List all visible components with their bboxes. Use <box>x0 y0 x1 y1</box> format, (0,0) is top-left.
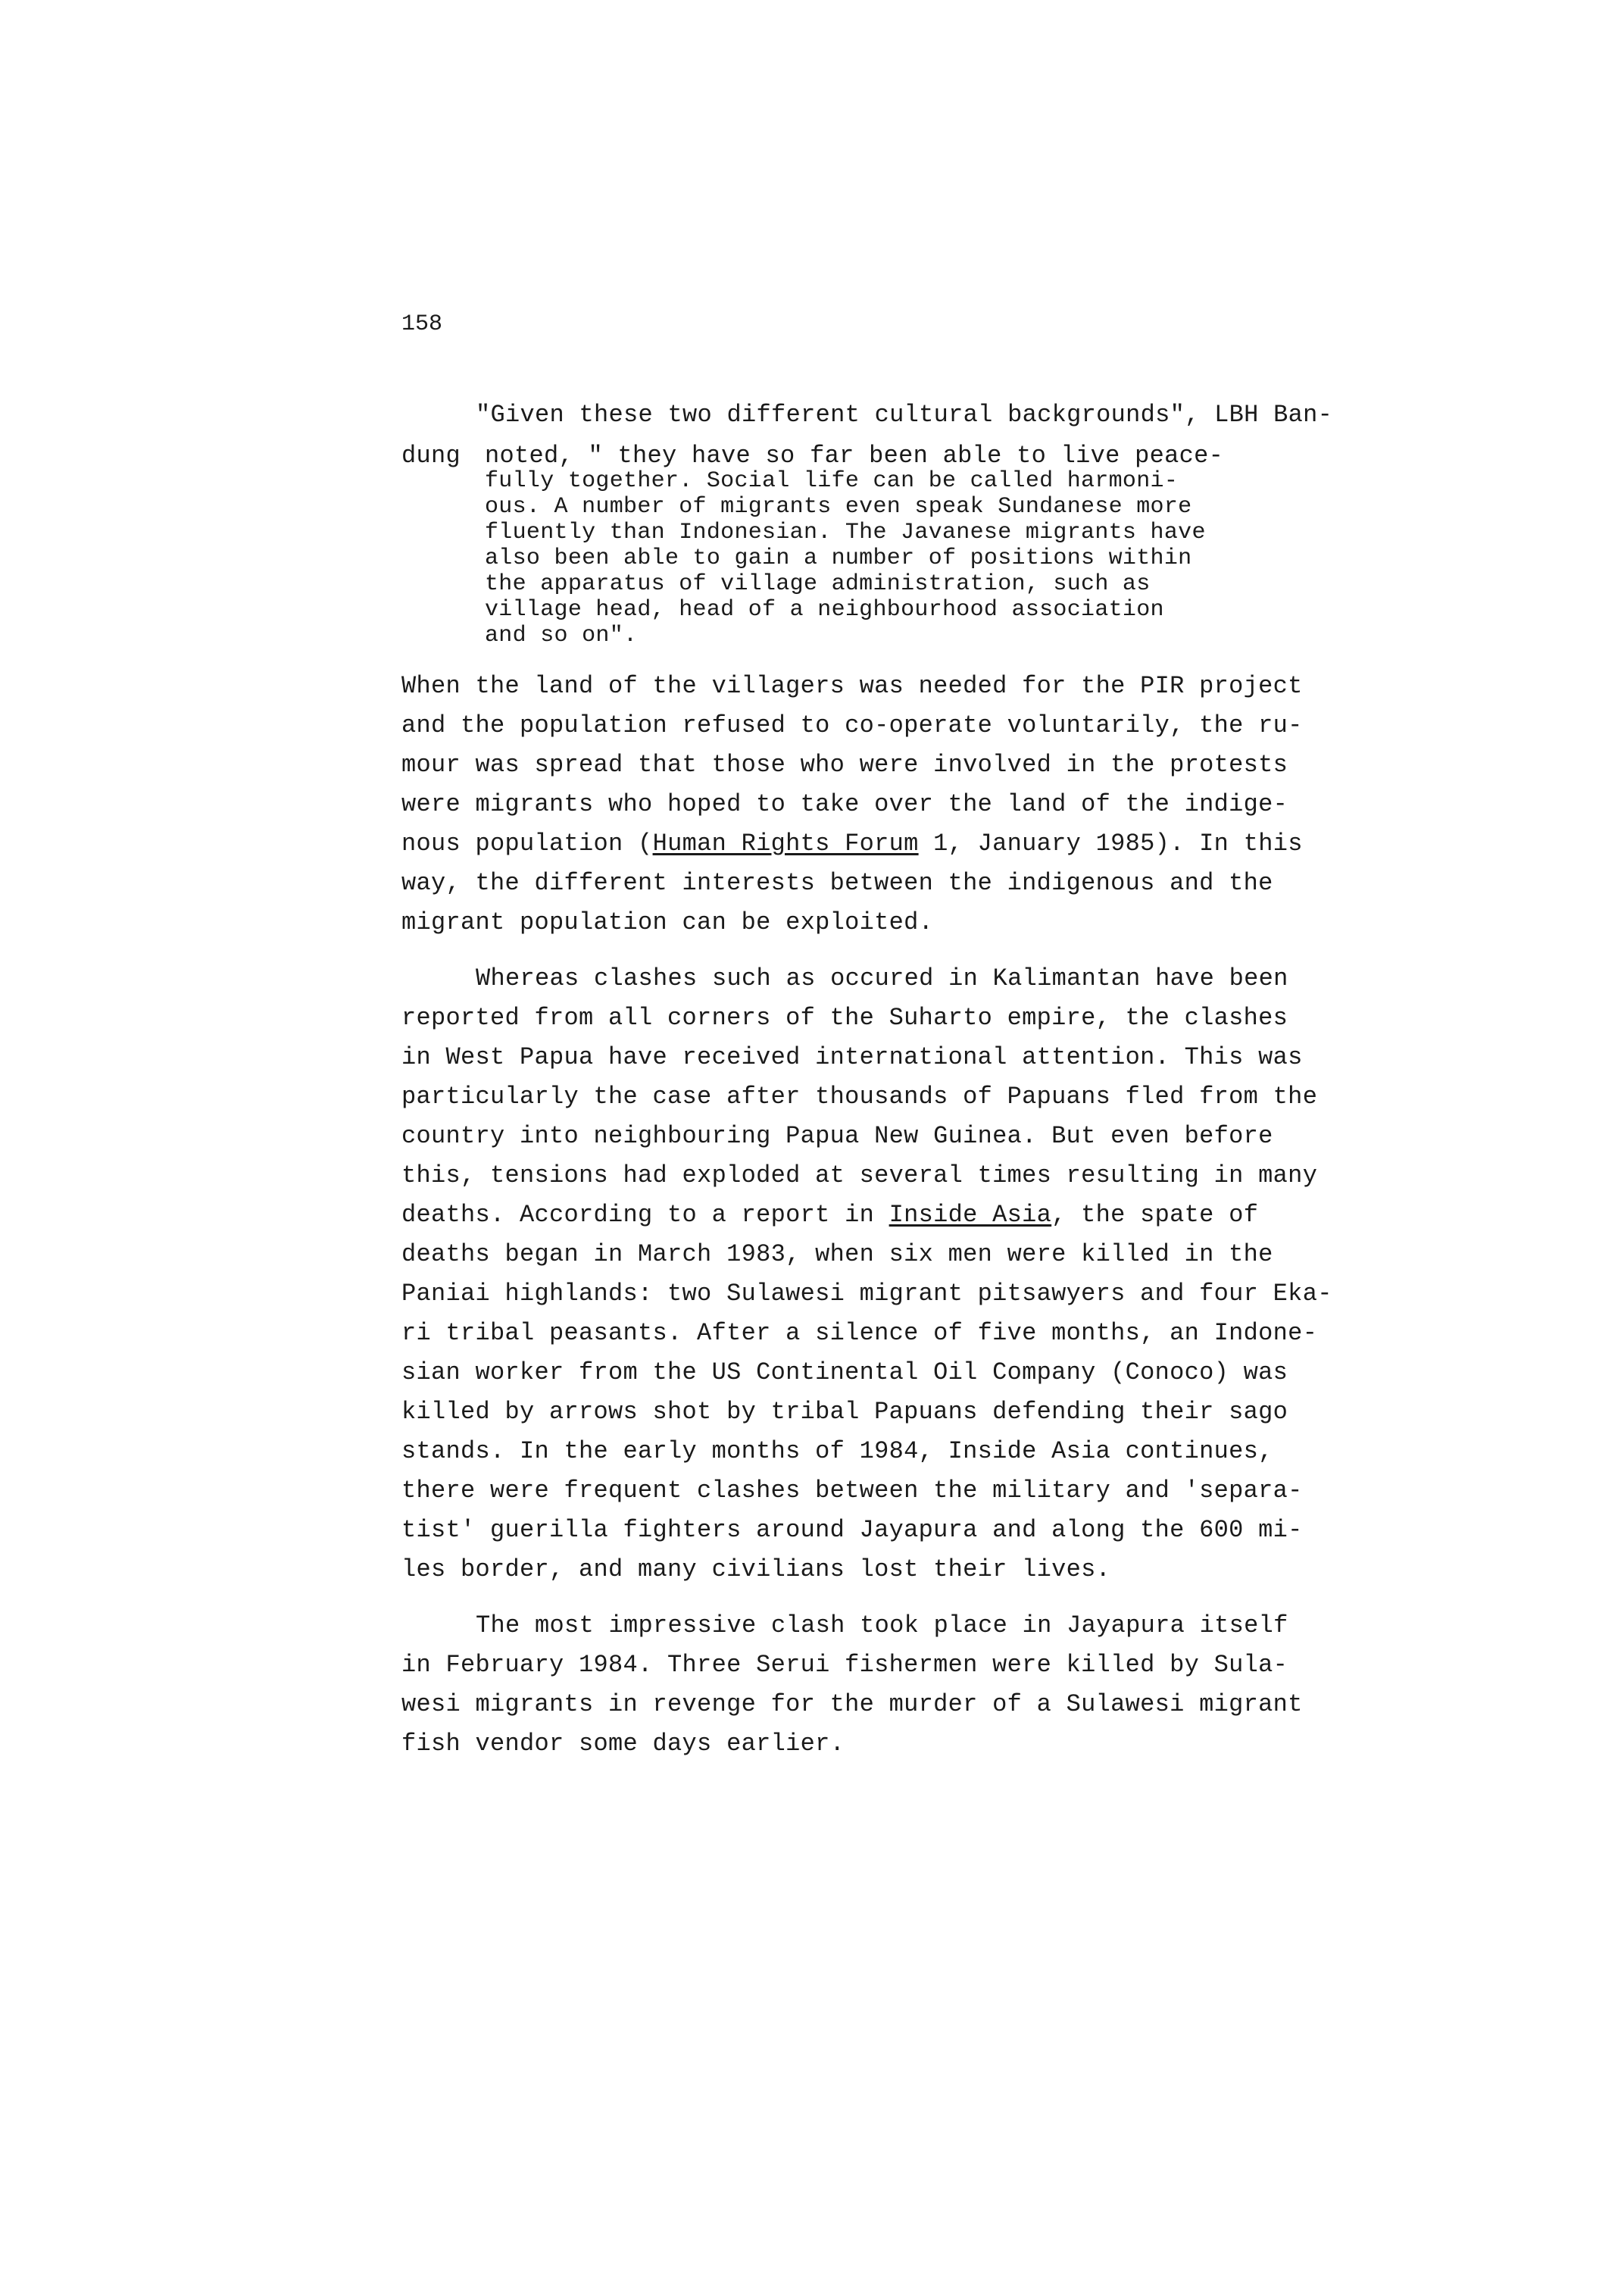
text-span: 1, January 1985). In this <box>918 830 1303 858</box>
text-line: way, the different interests between the indigenous and the <box>401 869 1273 897</box>
quote-line: and so on". <box>485 623 638 649</box>
cited-title: Human Rights Forum <box>652 830 919 858</box>
text-line: were migrants who hoped to take over the land of the indige- <box>401 790 1288 818</box>
text-line: reported from all corners of the Suharto empire, the clashes <box>401 1004 1288 1032</box>
text-line: particularly the case after thousands of Papuans fled from the <box>401 1083 1318 1111</box>
text-line: fish vendor some days earlier. <box>401 1730 845 1758</box>
text-line: Paniai highlands: two Sulawesi migrant pitsawyers and four Eka- <box>401 1280 1332 1308</box>
text-line: mour was spread that those who were involved in the protests <box>401 751 1288 779</box>
text-line <box>401 829 1303 859</box>
text-line: wesi migrants in revenge for the murder of a Sulawesi migrant <box>401 1690 1303 1718</box>
text-line: there were frequent clashes between the military and 'separa- <box>401 1477 1303 1505</box>
quote-line: fully together. Social life can be called harmoni- <box>485 468 1179 494</box>
text-span: nous population ( <box>401 830 653 858</box>
text-line: When the land of the villagers was needed for the PIR project <box>401 672 1303 700</box>
text-line: Whereas clashes such as occured in Kalimantan have been <box>476 964 1288 992</box>
text-line: migrant population can be exploited. <box>401 908 934 936</box>
text-line: sian worker from the US Continental Oil Company (Conoco) was <box>401 1358 1288 1386</box>
text-line: and the population refused to co-operate voluntarily, the ru- <box>401 711 1303 739</box>
text-line: in February 1984. Three Serui fishermen were killed by Sula- <box>401 1651 1288 1679</box>
text-line: "Given these two different cultural backgrounds", LBH Ban- <box>476 401 1333 429</box>
quote-line: village head, head of a neighbourhood association <box>485 597 1164 623</box>
text-line: deaths began in March 1983, when six men were killed in the <box>401 1240 1273 1268</box>
text-span: deaths. According to a report in <box>401 1201 889 1229</box>
text-line: stands. In the early months of 1984, Inside Asia continues, <box>401 1437 1273 1465</box>
page-number: 158 <box>401 311 443 337</box>
text-line: dung <box>401 442 461 470</box>
quote-line: fluently than Indonesian. The Javanese migrants have <box>485 520 1206 545</box>
cited-title: Inside Asia <box>889 1201 1052 1229</box>
quote-line: also been able to gain a number of positions within <box>485 545 1192 571</box>
quote-line: the apparatus of village administration, such as <box>485 571 1151 597</box>
text-line: killed by arrows shot by tribal Papuans defending their sago <box>401 1398 1288 1426</box>
text-line: The most impressive clash took place in Jayapura itself <box>476 1611 1288 1639</box>
text-line: country into neighbouring Papua New Guinea. But even before <box>401 1122 1273 1150</box>
text-line: tist' guerilla fighters around Jayapura and along the 600 mi- <box>401 1516 1303 1544</box>
text-line: this, tensions had exploded at several times resulting in many <box>401 1161 1318 1189</box>
text-line: in West Papua have received international attention. This was <box>401 1043 1303 1071</box>
text-line: ri tribal peasants. After a silence of five months, an Indone- <box>401 1319 1318 1347</box>
quote-line: ous. A number of migrants even speak Sundanese more <box>485 494 1192 520</box>
text-span: , the spate of <box>1051 1201 1259 1229</box>
text-line: noted, " they have so far been able to live peace- <box>485 442 1224 470</box>
text-line: les border, and many civilians lost their lives. <box>401 1555 1111 1583</box>
text-line <box>401 1200 1258 1230</box>
